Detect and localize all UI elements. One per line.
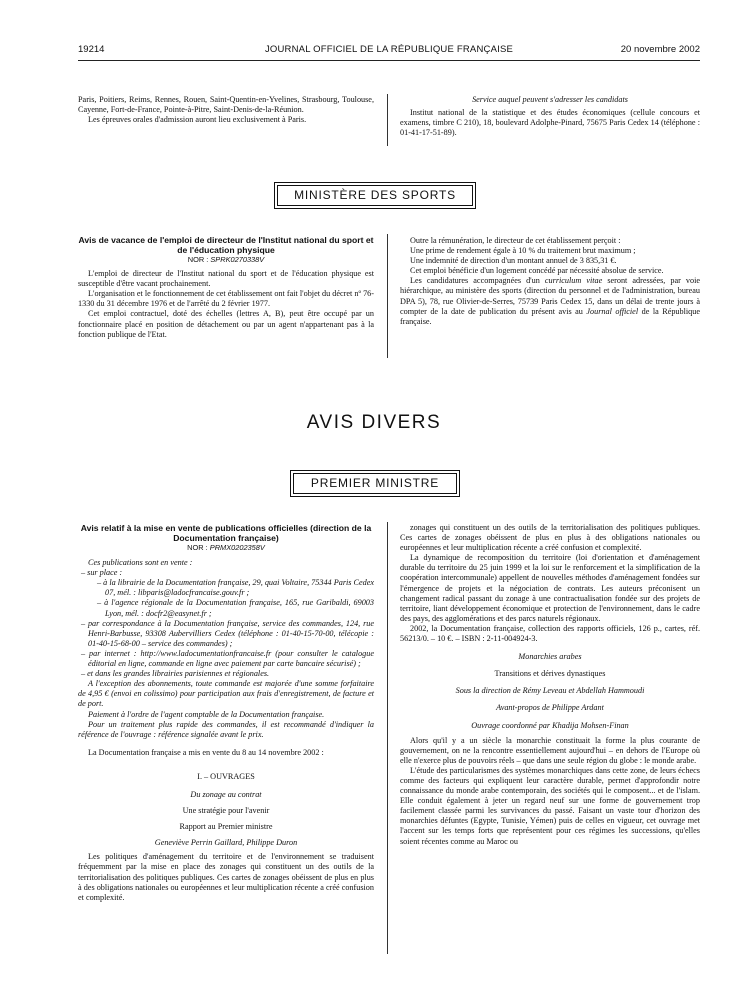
sports-nor-code: SPRK0270338V [210, 255, 265, 264]
book1-subtitle: Une stratégie pour l'avenir [182, 806, 270, 816]
avis-article-title: Avis relatif à la mise en vente de publications officielles (direction de la Documentation française) [80, 523, 372, 543]
sales-points-block [78, 558, 374, 740]
book2-coordination: Ouvrage coordonné par Khadija Mohsen-Finan [471, 720, 629, 730]
top-right-column [400, 95, 700, 138]
book2-paragraph-1: Alors qu'il y a un siècle la monarchie constituait la forme la plus courante de gouvernement, on ne la rencontre essentiellement aujourd'hui – en dehors de l'Europe où elle n'exerce plus de pouvoirs réels – que dans une seule région du globe : le monde arabe. [400, 735, 700, 765]
sports-nor-label: NOR : [187, 255, 209, 264]
sales-list [78, 568, 374, 679]
premier-ministre-box [290, 470, 460, 497]
page-header [78, 44, 700, 58]
page-number: 19214 [78, 44, 105, 55]
avis-nor-code: PRMX0202358V [209, 543, 265, 552]
column-divider [387, 94, 388, 146]
sports-left-column [78, 235, 374, 340]
column-divider [387, 234, 388, 358]
list-item: – par correspondance à la Documentation française, service des commandes, 124, rue Henri-Barbusse, 93308 Aubervilliers Cedex (téléphone : 01-40-15-70-00, télécopie : 01-40-15-68-00 – service des commandes) ; [81, 618, 374, 648]
ministere-sports-box [274, 182, 476, 209]
book1-paragraph-1-continued: zonages qui constituent un des outils de la territorialisation des politiques publiques. Ces cartes de zonages obéissent de plus en plus à des obligations nationales ou européennes et leur multiplication récente a créé confusion et complexité. [400, 523, 700, 553]
sports-candidatures-paragraph [400, 276, 700, 326]
avis-divers-title: AVIS DIVERS [306, 412, 442, 433]
issue-date: 20 novembre 2002 [620, 44, 700, 55]
sports-left-paragraph-3: Cet emploi contractuel, doté des échelles (lettres A, B), peut être occupé par un fonctionnaire placé en position de détachement ou par un agent n'appartenant pas à la fonction publique de l'Etat. [78, 309, 374, 339]
traitement-paragraph: Pour un traitement plus rapide des commandes, il est recommandé d'indiquer la référence de l'ouvrage : référence signalée avant le prix. [78, 719, 374, 739]
book2-subtitle: Transitions et dérives dynastiques [494, 669, 606, 679]
insee-address-paragraph: Institut national de la statistique et des études économiques (cellule concours et examens, timbre C 210), 18, boulevard Adolphe-Pinard, 75675 Paris Cedex 14 (téléphone : 01-41-17-51-89). [400, 108, 700, 138]
sales-intro: Ces publications sont en vente : [88, 558, 193, 568]
sports-left-paragraph-1: L'emploi de directeur de l'Institut national du sport et de l'éducation physique est susceptible d'être vacant prochainement. [78, 269, 374, 289]
candidatures-text-b: seront adressées, par voie hiérarchique, au ministère des sports (direction du personnel et de l'administration, bureau DPA 5), 78, rue Olivier-de-Serres, 75739 Paris Cedex 15, dans un délai de trente jours à compter de la date de publication du présent avis au [400, 276, 701, 316]
book1-paragraph-1: Les politiques d'aménagement du territoire et de l'environnement se traduisent fréquemment par la mise en place des zonages qui constituent un des outils de la territorialisation des politiques publiques. Ces cartes de zonages obéissent de plus en plus à des obligations nationales ou européennes et leur multiplication récente a créé confusion et complexité. [78, 852, 374, 902]
candidatures-text-c: de la République française. [400, 306, 700, 326]
journal-officiel-text: Journal officiel [586, 306, 639, 316]
book2-direction: Sous la direction de Rémy Leveau et Abdellah Hammoudi [455, 686, 645, 696]
paiement-paragraph: Paiement à l'ordre de l'agent comptable de la Documentation française. [88, 709, 325, 719]
avis-right-column [400, 523, 700, 847]
abonnements-paragraph: A l'exception des abonnements, toute commande est majorée d'une somme forfaitaire de 4,95 € (envoi en colissimo) pour participation aux frais d'enregistrement, de facture et de port. [78, 679, 374, 709]
sports-right-paragraph-2: Une prime de rendement égale à 10 % du traitement brut maximum ; [410, 246, 636, 256]
list-item: – sur place : [81, 568, 123, 578]
ministere-sports-title: MINISTÈRE DES SPORTS [294, 188, 456, 202]
column-divider [387, 522, 388, 954]
book1-subtitle2: Rapport au Premier ministre [179, 822, 273, 832]
sports-right-paragraph-4: Cet emploi bénéficie d'un logement concédé par nécessité absolue de service. [410, 266, 664, 276]
book2-paragraph-2: L'étude des particularismes des systèmes monarchiques dans cette zone, de leurs échecs comme des facteurs qui expliquent leur caractère durable, permet d'approfondir notre connaissance du monde arabe contemporain, des sociétés qui le composent... et de l'islam. Elle conduit également à jeter un regard neuf sur une forme de gouvernement trop facilement classée parmi les survivances du passé. Faisant un vaste tour d'horizon des monarchies défuntes (Egypte, Tunisie, Yémen) puis de celles en vigueur, cet ouvrage met l'accent sur les temps forts que représentent pour ces régimes les successions, qu'elles soient récentes comme au Maroc ou [400, 765, 700, 846]
list-item: – par internet : http://www.ladocumentationfrancaise.fr (pour consulter le catalogue éditorial en ligne, commande en ligne avec paiement par carte bancaire sécurisé) ; [81, 648, 374, 669]
ouvrages-section-heading: I. – OUVRAGES [197, 771, 255, 781]
sports-right-paragraph-3: Une indemnité de direction d'un montant annuel de 3 835,31 €. [410, 256, 617, 266]
avis-nor-label: NOR : [187, 543, 208, 552]
oral-exam-paragraph: Les épreuves orales d'admission auront lieu exclusivement à Paris. [88, 115, 307, 125]
book1-paragraph-2: La dynamique de recomposition du territoire (loi d'orientation et d'aménagement durable du territoire du 25 juin 1999 et la loi sur le renforcement et la simplification de la coopération intercommunale) appellent de nouvelles méthodes d'aménagement fondées sur l'émergence de projets et la négociation de contrats. Les auteurs préconisent un changement radical passant du zonage à une contractualisation fondée sur des projets de territoire, liant développement économique et protection de l'environnement, dans le cadre des pays, des agglomérations et des parcs naturels régionaux. [400, 553, 700, 623]
avis-nor [78, 543, 374, 553]
premier-ministre-title: PREMIER MINISTRE [310, 476, 440, 490]
sports-nor [78, 255, 374, 265]
book1-reference: 2002, la Documentation française, collection des rapports officiels, 126 p., cartes, réf. 56213/0. – 10 €. – ISBN : 2-11-004924-3. [400, 623, 700, 644]
book1-authors: Geneviève Perrin Gaillard, Philippe Duron [154, 838, 298, 848]
book2-avant-propos: Avant-propos de Philippe Ardant [496, 703, 604, 713]
top-left-column [78, 95, 374, 125]
sports-right-column [400, 236, 700, 327]
book1-title: Du zonage au contrat [190, 789, 262, 799]
service-heading: Service auquel peuvent s'adresser les candidats [472, 95, 628, 104]
book2-title: Monarchies arabes [518, 652, 582, 662]
avis-left-column [78, 523, 374, 902]
sports-left-paragraph-2: L'organisation et le fonctionnement de cet établissement ont fait l'objet du décret nº 76-1330 du 31 décembre 1976 et de l'arrêté du 2 février 1977. [78, 289, 374, 309]
journal-title: JOURNAL OFFICIEL DE LA RÉPUBLIQUE FRANÇAISE [264, 44, 514, 55]
header-rule [78, 60, 700, 61]
candidatures-text-a: Les candidatures accompagnées d'un [410, 276, 545, 286]
sports-right-paragraph-1: Outre la rémunération, le directeur de cet établissement perçoit : [410, 236, 621, 245]
list-item: – et dans les grandes librairies parisiennes et régionales. [81, 669, 270, 679]
mise-en-vente-paragraph: La Documentation française a mis en vente du 8 au 14 novembre 2002 : [88, 747, 324, 757]
curriculum-vitae-text: curriculum vitae [544, 276, 603, 286]
sports-article-title: Avis de vacance de l'emploi de directeur de l'Institut national du sport et de l'éducation physique [78, 235, 374, 255]
city-list-paragraph: Paris, Poitiers, Reims, Rennes, Rouen, Saint-Quentin-en-Yvelines, Strasbourg, Toulouse, Cayenne, Fort-de-France, Pointe-à-Pitre, Saint-Denis-de-la-Réunion. [78, 95, 374, 115]
list-item: – à la librairie de la Documentation française, 29, quai Voltaire, 75344 Paris Cedex 07, mél. : libparis@ladocfrancaise.gouv.fr ; [97, 578, 374, 598]
list-item: – à l'agence régionale de la Documentation française, 165, rue Garibaldi, 69003 Lyon, mél. : docfr2@easynet.fr ; [97, 598, 374, 618]
